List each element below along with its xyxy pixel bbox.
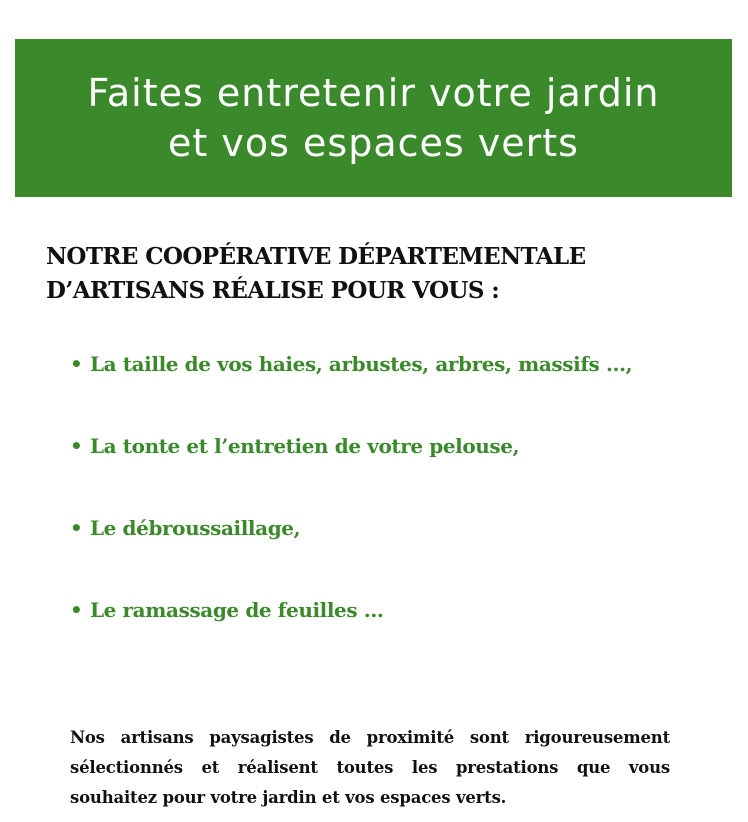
service-label: La taille de vos haies, arbustes, arbres, massifs ..., [90, 352, 633, 376]
bullet-icon: • [70, 352, 83, 376]
service-label: La tonte et l’entretien de votre pelouse, [90, 434, 520, 458]
closing-paragraph: Nos artisans paysagistes de proximité sont rigoureusement sélectionnés et réalisent toutes les prestations que vous souhaitez pour votre jardin et vos espaces verts. [70, 727, 670, 807]
service-item-brush-clearing [70, 514, 632, 596]
service-item-leaf-collection [70, 596, 632, 678]
service-item-mowing [70, 432, 632, 514]
service-label: Le débroussaillage, [90, 516, 301, 540]
title-banner [15, 39, 732, 197]
intro-heading-line-1: NOTRE COOPÉRATIVE DÉPARTEMENTALE [46, 243, 586, 270]
intro-heading-line-2: D’ARTISANS RÉALISE POUR VOUS : [46, 277, 500, 304]
bullet-icon: • [70, 598, 83, 622]
services-list [70, 350, 632, 678]
service-item-pruning [70, 350, 632, 432]
bullet-icon: • [70, 516, 83, 540]
intro-heading [46, 240, 586, 308]
banner-title-line-1: Faites entretenir votre jardin [87, 71, 660, 115]
bullet-icon: • [70, 434, 83, 458]
banner-title-line-2: et vos espaces verts [168, 121, 579, 165]
service-label: Le ramassage de feuilles ... [90, 598, 384, 622]
